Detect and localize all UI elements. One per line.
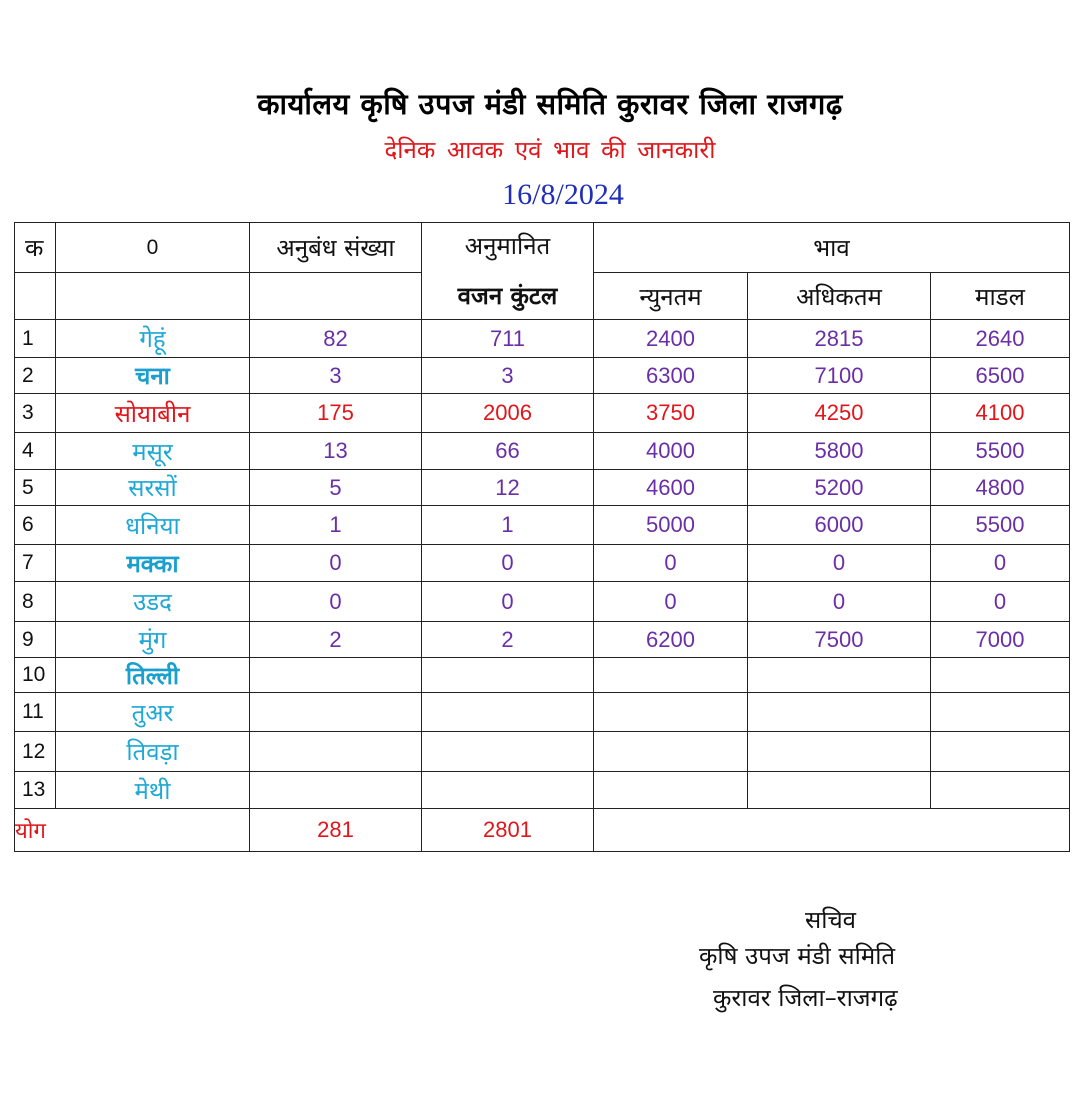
row-serial: 5 (15, 470, 56, 506)
price-model (931, 772, 1070, 809)
crop-name: तुअर (56, 693, 250, 732)
price-model: 0 (931, 545, 1070, 582)
price-max: 4250 (748, 394, 931, 433)
crop-name: मक्का (56, 545, 250, 582)
row-serial: 9 (15, 622, 56, 658)
row-serial: 13 (15, 772, 56, 809)
total-blank (594, 809, 1070, 852)
row-serial: 8 (15, 582, 56, 622)
price-max (748, 732, 931, 772)
price-max: 0 (748, 582, 931, 622)
price-max (748, 772, 931, 809)
contract-count: 0 (250, 545, 422, 582)
price-min: 5000 (594, 506, 748, 545)
price-model: 0 (931, 582, 1070, 622)
estimated-weight: 12 (422, 470, 594, 506)
report-date: 16/8/2024 (502, 178, 624, 211)
estimated-weight (422, 658, 594, 693)
signature-title: सचिव (805, 906, 857, 934)
price-min: 0 (594, 582, 748, 622)
price-max (748, 693, 931, 732)
price-min (594, 732, 748, 772)
price-max: 7100 (748, 358, 931, 394)
estimated-weight (422, 732, 594, 772)
table-row (15, 693, 1070, 732)
price-model: 5500 (931, 506, 1070, 545)
total-weight: 2801 (422, 809, 594, 852)
crop-name: मुंग (56, 622, 250, 658)
crop-name: तिल्ली (56, 658, 250, 693)
price-model: 6500 (931, 358, 1070, 394)
crop-name: तिवड़ा (56, 732, 250, 772)
price-max: 7500 (748, 622, 931, 658)
price-min (594, 693, 748, 732)
col-header-price: भाव (594, 223, 1070, 273)
estimated-weight: 0 (422, 582, 594, 622)
price-min: 6300 (594, 358, 748, 394)
header-blank-crop (56, 273, 250, 320)
table-row (15, 394, 1070, 433)
price-max: 0 (748, 545, 931, 582)
contract-count (250, 772, 422, 809)
contract-count: 13 (250, 433, 422, 470)
contract-count: 0 (250, 582, 422, 622)
crop-name: चना (56, 358, 250, 394)
row-serial: 11 (15, 693, 56, 732)
col-header-max: अधिकतम (748, 273, 931, 320)
header-row-1 (15, 223, 1070, 273)
contract-count (250, 658, 422, 693)
crop-name: उडद (56, 582, 250, 622)
row-serial: 3 (15, 394, 56, 433)
table-row (15, 582, 1070, 622)
estimated-weight: 3 (422, 358, 594, 394)
col-header-min: न्युनतम (594, 273, 748, 320)
header-blank-contracts (250, 273, 422, 320)
col-header-crop: 0 (56, 223, 250, 273)
price-model (931, 658, 1070, 693)
table-row (15, 658, 1070, 693)
price-max: 5200 (748, 470, 931, 506)
col-header-sr: क (15, 223, 56, 273)
col-header-estimated-line1: अनुमानित (422, 223, 594, 273)
total-contracts: 281 (250, 809, 422, 852)
estimated-weight (422, 693, 594, 732)
contract-count: 1 (250, 506, 422, 545)
col-header-estimated-line2: वजन कुंटल (422, 273, 594, 320)
table-row (15, 320, 1070, 358)
contract-count: 2 (250, 622, 422, 658)
crop-name: सरसों (56, 470, 250, 506)
estimated-weight: 711 (422, 320, 594, 358)
row-serial: 7 (15, 545, 56, 582)
total-row (15, 809, 1070, 852)
price-model: 5500 (931, 433, 1070, 470)
crop-name: मेथी (56, 772, 250, 809)
arrival-price-table (14, 222, 1070, 852)
row-serial: 2 (15, 358, 56, 394)
price-model (931, 732, 1070, 772)
table-row (15, 358, 1070, 394)
estimated-weight: 66 (422, 433, 594, 470)
row-serial: 1 (15, 320, 56, 358)
crop-name: गेहूं (56, 320, 250, 358)
header-blank-sr (15, 273, 56, 320)
price-min: 2400 (594, 320, 748, 358)
report-subtitle: देनिक आवक एवं भाव की जानकारी (384, 136, 716, 164)
contract-count: 82 (250, 320, 422, 358)
contract-count: 3 (250, 358, 422, 394)
price-max (748, 658, 931, 693)
col-header-contract-count: अनुबंध संख्या (250, 223, 422, 273)
price-min: 0 (594, 545, 748, 582)
crop-name: सोयाबीन (56, 394, 250, 433)
price-min (594, 658, 748, 693)
estimated-weight (422, 772, 594, 809)
row-serial: 6 (15, 506, 56, 545)
total-label: योग (15, 809, 250, 852)
signature-location: कुरावर जिला–राजगढ़ (713, 984, 898, 1012)
contract-count (250, 732, 422, 772)
contract-count (250, 693, 422, 732)
crop-name: मसूर (56, 433, 250, 470)
price-min: 3750 (594, 394, 748, 433)
table-row (15, 506, 1070, 545)
signature-committee: कृषि उपज मंडी समिति (699, 942, 896, 970)
price-model: 4100 (931, 394, 1070, 433)
table-row (15, 772, 1070, 809)
estimated-weight: 2006 (422, 394, 594, 433)
table-row (15, 470, 1070, 506)
estimated-weight: 0 (422, 545, 594, 582)
price-model: 7000 (931, 622, 1070, 658)
price-model: 4800 (931, 470, 1070, 506)
header-row-2 (15, 273, 1070, 320)
contract-count: 5 (250, 470, 422, 506)
contract-count: 175 (250, 394, 422, 433)
estimated-weight: 1 (422, 506, 594, 545)
price-max: 6000 (748, 506, 931, 545)
table-row (15, 622, 1070, 658)
price-max: 5800 (748, 433, 931, 470)
row-serial: 10 (15, 658, 56, 693)
price-min: 4000 (594, 433, 748, 470)
table-row (15, 545, 1070, 582)
price-min (594, 772, 748, 809)
price-model (931, 693, 1070, 732)
office-title: कार्यालय कृषि उपज मंडी समिति कुरावर जिला राजगढ़ (257, 87, 843, 121)
price-model: 2640 (931, 320, 1070, 358)
table-row (15, 433, 1070, 470)
price-min: 6200 (594, 622, 748, 658)
estimated-weight: 2 (422, 622, 594, 658)
price-min: 4600 (594, 470, 748, 506)
table-row (15, 732, 1070, 772)
crop-name: धनिया (56, 506, 250, 545)
row-serial: 12 (15, 732, 56, 772)
price-max: 2815 (748, 320, 931, 358)
col-header-model: माडल (931, 273, 1070, 320)
row-serial: 4 (15, 433, 56, 470)
